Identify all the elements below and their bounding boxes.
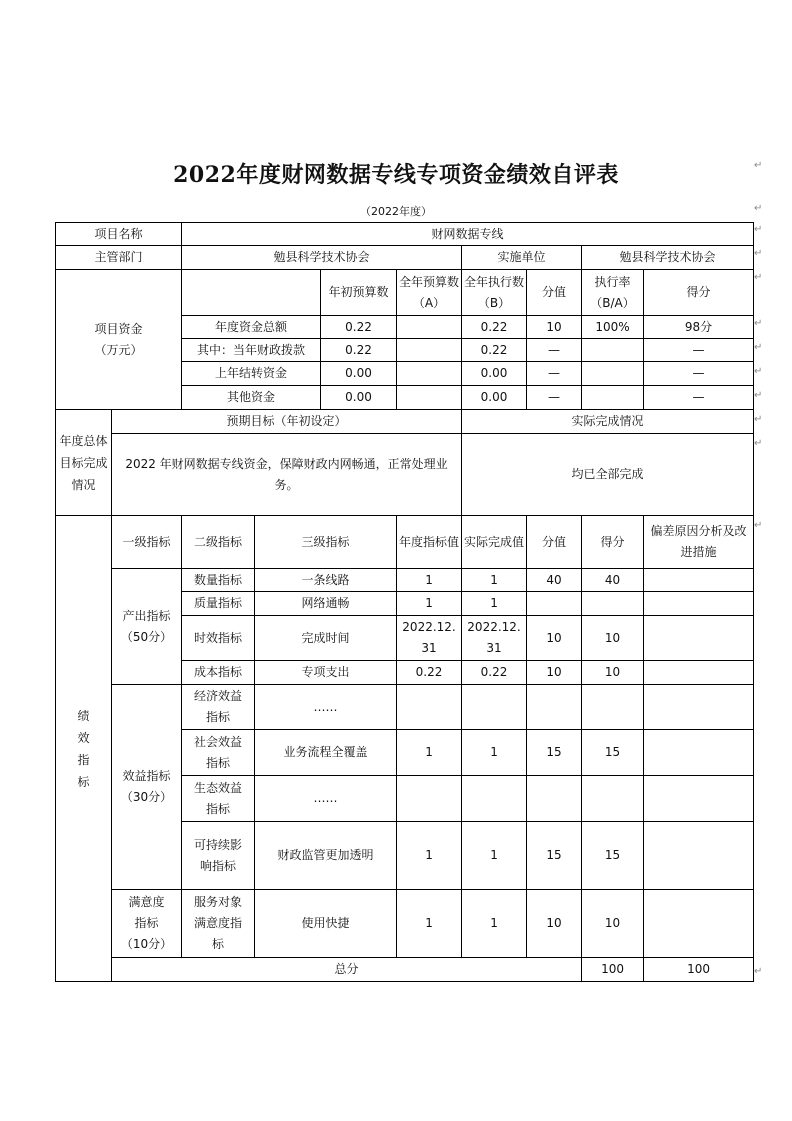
indicators-header: 三级指标 — [255, 516, 397, 569]
indicator-value: 15 — [527, 822, 582, 890]
indicator-value: 10 — [527, 890, 582, 958]
indicator-score: 15 — [582, 730, 644, 776]
indicator-value: 10 — [527, 616, 582, 661]
funds-cell — [397, 386, 462, 410]
table-row — [56, 246, 754, 270]
indicator-actual: 1 — [462, 569, 527, 592]
indicator-deviation — [644, 890, 754, 958]
page-subtitle: （2022年度） — [360, 205, 432, 218]
funds-header: 执行率（B/A） — [582, 270, 644, 316]
indicator-target — [397, 685, 462, 730]
indicator-actual — [462, 776, 527, 822]
level1-indicator: 产出指标 （50分） — [112, 569, 182, 685]
funds-row-name: 年度资金总额 — [182, 316, 321, 339]
indicator-deviation — [644, 569, 754, 592]
indicators-header: 二级指标 — [182, 516, 255, 569]
level2-indicator: 成本指标 — [182, 661, 255, 685]
level2-indicator: 生态效益指标 — [182, 776, 255, 822]
level3-indicator: …… — [255, 685, 397, 730]
indicator-value: 40 — [527, 569, 582, 592]
level2-indicator: 时效指标 — [182, 616, 255, 661]
table-row — [56, 270, 754, 316]
paragraph-mark-icon: ↵ — [754, 390, 763, 401]
total-value: 100 — [582, 958, 644, 982]
funds-cell — [397, 362, 462, 386]
funds-cell: 10 — [527, 316, 582, 339]
actual-result-text: 均已全部完成 — [462, 434, 754, 516]
table-row — [56, 569, 754, 592]
goal-label: 年度总体目标完成情况 — [56, 410, 112, 516]
indicator-score — [582, 592, 644, 616]
actual-result-header: 实际完成情况 — [462, 410, 754, 434]
indicator-score: 10 — [582, 661, 644, 685]
table-row — [56, 685, 754, 730]
indicator-value: 15 — [527, 730, 582, 776]
page-title: 2022年度财网数据专线专项资金绩效自评表 — [173, 162, 619, 188]
indicator-score — [582, 685, 644, 730]
indicator-score: 15 — [582, 822, 644, 890]
funds-row-name: 上年结转资金 — [182, 362, 321, 386]
indicator-actual: 1 — [462, 822, 527, 890]
indicator-actual: 2022.12.31 — [462, 616, 527, 661]
level3-indicator: 财政监管更加透明 — [255, 822, 397, 890]
project-name-value: 财网数据专线 — [182, 223, 754, 246]
level2-indicator: 质量指标 — [182, 592, 255, 616]
indicators-header: 实际完成值 — [462, 516, 527, 569]
funds-cell: — — [644, 339, 754, 362]
indicator-deviation — [644, 616, 754, 661]
indicator-actual: 1 — [462, 730, 527, 776]
paragraph-mark-icon: ↵ — [754, 414, 763, 425]
indicator-deviation — [644, 661, 754, 685]
funds-cell — [397, 339, 462, 362]
funds-cell: — — [644, 386, 754, 410]
funds-cell — [397, 316, 462, 339]
funds-cell: 0.00 — [462, 386, 527, 410]
indicator-score — [582, 776, 644, 822]
total-label: 总分 — [112, 958, 582, 982]
indicator-target: 2022.12.31 — [397, 616, 462, 661]
funds-cell: 0.22 — [321, 316, 397, 339]
level2-indicator: 经济效益指标 — [182, 685, 255, 730]
indicator-actual: 1 — [462, 592, 527, 616]
funds-row-name: 其中：当年财政拨款 — [182, 339, 321, 362]
funds-cell: 0.22 — [462, 316, 527, 339]
expected-goal-header: 预期目标（年初设定） — [112, 410, 462, 434]
funds-cell: 0.00 — [321, 386, 397, 410]
indicator-target: 1 — [397, 822, 462, 890]
funds-cell: — — [527, 362, 582, 386]
indicator-value — [527, 685, 582, 730]
indicator-target: 0.22 — [397, 661, 462, 685]
indicator-deviation — [644, 592, 754, 616]
funds-cell: 0.22 — [321, 339, 397, 362]
level3-indicator: 业务流程全覆盖 — [255, 730, 397, 776]
level3-indicator: 专项支出 — [255, 661, 397, 685]
indicator-value — [527, 776, 582, 822]
paragraph-mark-icon: ↵ — [754, 248, 763, 259]
paragraph-mark-icon: ↵ — [754, 966, 763, 977]
indicator-target: 1 — [397, 569, 462, 592]
level2-indicator: 服务对象满意度指标 — [182, 890, 255, 958]
funds-cell — [582, 362, 644, 386]
dept-value: 勉县科学技术协会 — [182, 246, 462, 270]
indicator-actual — [462, 685, 527, 730]
funds-header: 年初预算数 — [321, 270, 397, 316]
indicator-deviation — [644, 685, 754, 730]
indicators-header: 分值 — [527, 516, 582, 569]
funds-cell: 0.22 — [462, 339, 527, 362]
dept-label: 主管部门 — [56, 246, 182, 270]
funds-cell: 100% — [582, 316, 644, 339]
paragraph-mark-icon: ↵ — [754, 318, 763, 329]
indicator-target: 1 — [397, 730, 462, 776]
evaluation-table — [55, 222, 754, 982]
unit-value: 勉县科学技术协会 — [582, 246, 754, 270]
table-row — [56, 958, 754, 982]
level2-indicator: 数量指标 — [182, 569, 255, 592]
funds-header: 得分 — [644, 270, 754, 316]
funds-cell: 98分 — [644, 316, 754, 339]
indicators-header: 得分 — [582, 516, 644, 569]
funds-cell — [582, 339, 644, 362]
funds-cell: — — [644, 362, 754, 386]
funds-label: 项目资金 （万元） — [56, 270, 182, 410]
indicator-value — [527, 592, 582, 616]
indicator-target — [397, 776, 462, 822]
level1-indicator: 效益指标 （30分） — [112, 685, 182, 890]
funds-header: 分值 — [527, 270, 582, 316]
indicator-score: 40 — [582, 569, 644, 592]
paragraph-mark-icon: ↵ — [754, 224, 763, 235]
indicators-header: 偏差原因分析及改进措施 — [644, 516, 754, 569]
funds-header: 全年执行数（B） — [462, 270, 527, 316]
table-row — [56, 223, 754, 246]
funds-cell: — — [527, 339, 582, 362]
level3-indicator: 使用快捷 — [255, 890, 397, 958]
indicator-actual: 0.22 — [462, 661, 527, 685]
table-row — [56, 516, 754, 569]
indicator-deviation — [644, 730, 754, 776]
funds-cell: 0.00 — [462, 362, 527, 386]
table-row — [56, 410, 754, 434]
indicator-value: 10 — [527, 661, 582, 685]
level3-indicator: 完成时间 — [255, 616, 397, 661]
indicator-score: 10 — [582, 616, 644, 661]
indicators-header: 年度指标值 — [397, 516, 462, 569]
funds-header: 全年预算数（A） — [397, 270, 462, 316]
paragraph-mark-icon: ↵ — [754, 203, 763, 214]
paragraph-mark-icon: ↵ — [754, 342, 763, 353]
funds-cell — [582, 386, 644, 410]
funds-header-blank — [182, 270, 321, 316]
paragraph-mark-icon: ↵ — [754, 366, 763, 377]
paragraph-mark-icon: ↵ — [754, 272, 763, 283]
project-name-label: 项目名称 — [56, 223, 182, 246]
expected-goal-text: 2022 年财网数据专线资金，保障财政内网畅通，正常处理业务。 — [112, 434, 462, 516]
indicator-deviation — [644, 822, 754, 890]
total-score: 100 — [644, 958, 754, 982]
indicators-label: 绩效指标 — [56, 516, 112, 982]
unit-label: 实施单位 — [462, 246, 582, 270]
level3-indicator: 一条线路 — [255, 569, 397, 592]
level3-indicator: …… — [255, 776, 397, 822]
indicator-deviation — [644, 776, 754, 822]
indicators-header: 一级指标 — [112, 516, 182, 569]
level2-indicator: 社会效益指标 — [182, 730, 255, 776]
indicator-target: 1 — [397, 592, 462, 616]
level1-indicator: 满意度指标 （10分） — [112, 890, 182, 958]
funds-cell: — — [527, 386, 582, 410]
paragraph-mark-icon: ↵ — [754, 520, 763, 531]
level3-indicator: 网络通畅 — [255, 592, 397, 616]
indicator-target: 1 — [397, 890, 462, 958]
table-row — [56, 890, 754, 958]
paragraph-mark-icon: ↵ — [754, 438, 763, 449]
funds-cell: 0.00 — [321, 362, 397, 386]
level2-indicator: 可持续影响指标 — [182, 822, 255, 890]
indicator-score: 10 — [582, 890, 644, 958]
table-row — [56, 434, 754, 516]
funds-row-name: 其他资金 — [182, 386, 321, 410]
paragraph-mark-icon: ↵ — [754, 160, 763, 171]
indicator-actual: 1 — [462, 890, 527, 958]
